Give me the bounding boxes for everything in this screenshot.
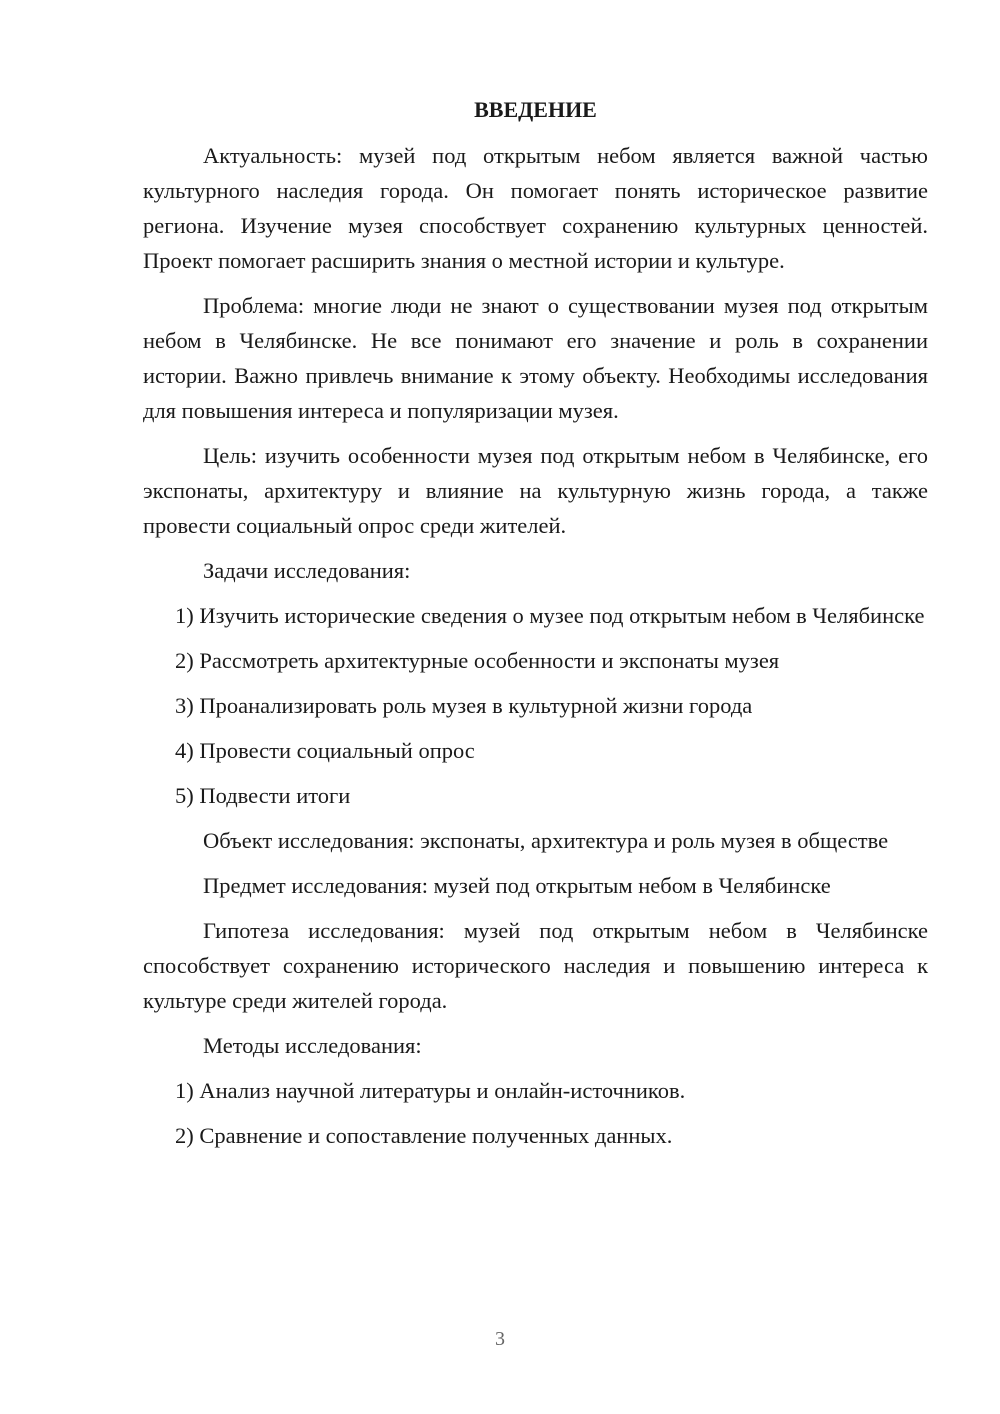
methods-heading: Методы исследования: (203, 1033, 422, 1058)
task-item: 1) Изучить исторические сведения о музее под открытым небом в Челябинске (175, 603, 925, 628)
hypothesis-paragraph: Гипотеза исследования: музей под открытым небом в Челябинске способствует сохранению исторического наследия и повышению интереса к культуре среди жителей города. (143, 918, 928, 1013)
task-item: 2) Рассмотреть архитектурные особенности и экспонаты музея (175, 648, 780, 673)
problem-paragraph: Проблема: многие люди не знают о существовании музея под открытым небом в Челябинске. Не все понимают его значение и роль в сохранении истории. Важно привлечь внимание к этому объекту. Необходимы исследования для повышения интереса и популяризации музея. (143, 293, 928, 423)
document-page (143, 95, 928, 1163)
goal-paragraph: Цель: изучить особенности музея под открытым небом в Челябинске, его экспонаты, архитектуру и влияние на культурную жизнь города, а также провести социальный опрос среди жителей. (143, 443, 928, 538)
method-item: 2) Сравнение и сопоставление полученных данных. (175, 1123, 673, 1148)
method-item: 1) Анализ научной литературы и онлайн-источников. (175, 1078, 686, 1103)
section-title: ВВЕДЕНИЕ (474, 97, 597, 122)
subject-paragraph: Предмет исследования: музей под открытым небом в Челябинске (203, 873, 831, 898)
task-item: 3) Проанализировать роль музея в культурной жизни города (175, 693, 753, 718)
actuality-paragraph: Актуальность: музей под открытым небом является важной частью культурного наследия города. Он помогает понять историческое развитие региона. Изучение музея способствует сохранению культурных ценностей. Проект помогает расширить знания о местной истории и культуре. (143, 143, 928, 273)
tasks-heading: Задачи исследования: (203, 558, 411, 583)
object-paragraph: Объект исследования: экспонаты, архитектура и роль музея в обществе (203, 828, 889, 853)
task-item: 5) Подвести итоги (175, 783, 351, 808)
page-number: 3 (495, 1328, 505, 1350)
task-item: 4) Провести социальный опрос (175, 738, 475, 763)
